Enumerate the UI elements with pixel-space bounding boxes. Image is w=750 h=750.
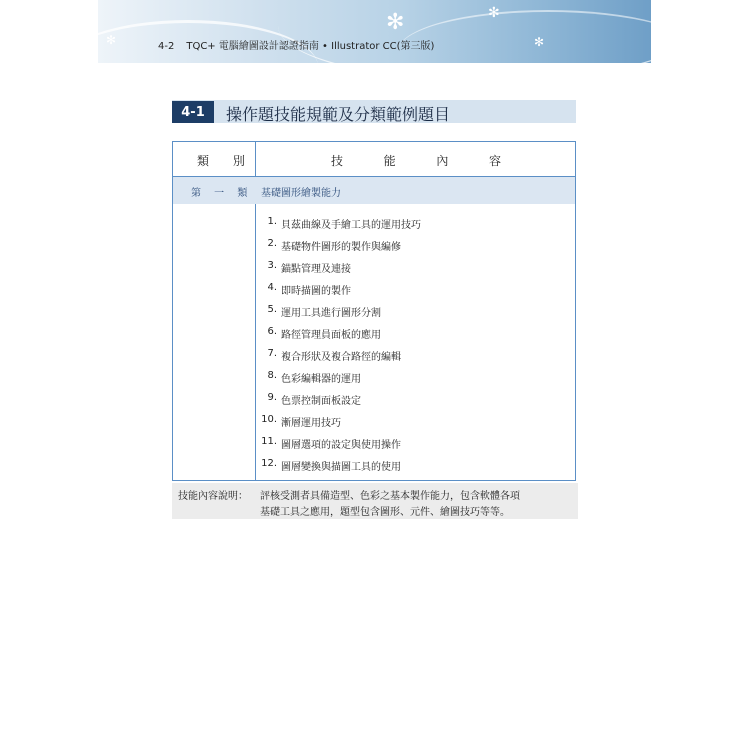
list-item: 11. 圖層選項的設定與使用操作	[261, 436, 401, 451]
flower-icon: ✻	[488, 5, 500, 21]
list-item: 3. 錨點管理及連接	[267, 260, 351, 275]
list-item: 5. 運用工具進行圖形分割	[267, 304, 381, 319]
section-title: 操作題技能規範及分類範例題目	[226, 105, 451, 124]
list-item: 7. 複合形狀及複合路徑的編輯	[267, 348, 401, 363]
list-item: 2. 基礎物件圖形的製作與編修	[267, 238, 401, 253]
skills-table	[172, 141, 576, 481]
list-item: 12. 圖層變換與描圖工具的使用	[261, 458, 401, 473]
header-category: 類 別	[197, 154, 255, 168]
flower-icon: ✻	[106, 33, 117, 47]
book-title: TQC+ 電腦繪圖設計認證指南 • Illustrator CC(第三版)	[186, 41, 435, 52]
table-header-row	[173, 142, 575, 177]
header-banner	[98, 0, 651, 63]
running-header	[158, 37, 434, 52]
section-heading	[172, 100, 576, 123]
list-item: 6. 路徑管理員面板的應用	[267, 326, 381, 341]
flower-icon: ✻	[534, 35, 545, 49]
list-item: 8. 色彩編輯器的運用	[267, 370, 361, 385]
section-number-badge: 4-1	[172, 101, 214, 123]
list-item: 9. 色票控制面板設定	[267, 392, 361, 407]
header-content	[331, 152, 501, 169]
list-item: 4. 即時描圖的製作	[267, 282, 351, 297]
header-content-char: 技	[331, 154, 344, 168]
category-skill: 基礎圖形繪製能力	[261, 188, 341, 199]
flower-icon: ✻	[386, 10, 405, 35]
category-name: 第 一 類	[191, 188, 253, 199]
note-label: 技能內容說明：	[178, 491, 248, 502]
list-item: 1. 貝茲曲線及手繪工具的運用技巧	[267, 216, 421, 231]
note-text-line: 基礎工具之應用，題型包含圖形、元件、繪圖技巧等等。	[260, 507, 510, 518]
page-number: 4-2	[158, 41, 175, 52]
header-content-char: 能	[383, 154, 396, 168]
skill-description-note	[172, 483, 578, 519]
skill-item-list	[259, 216, 421, 480]
list-item: 10. 漸層運用技巧	[261, 414, 341, 429]
note-text-line: 評核受測者具備造型、色彩之基本製作能力，包含軟體各項	[260, 491, 520, 502]
header-content-char: 內	[436, 154, 449, 168]
header-content-char: 容	[488, 154, 501, 168]
